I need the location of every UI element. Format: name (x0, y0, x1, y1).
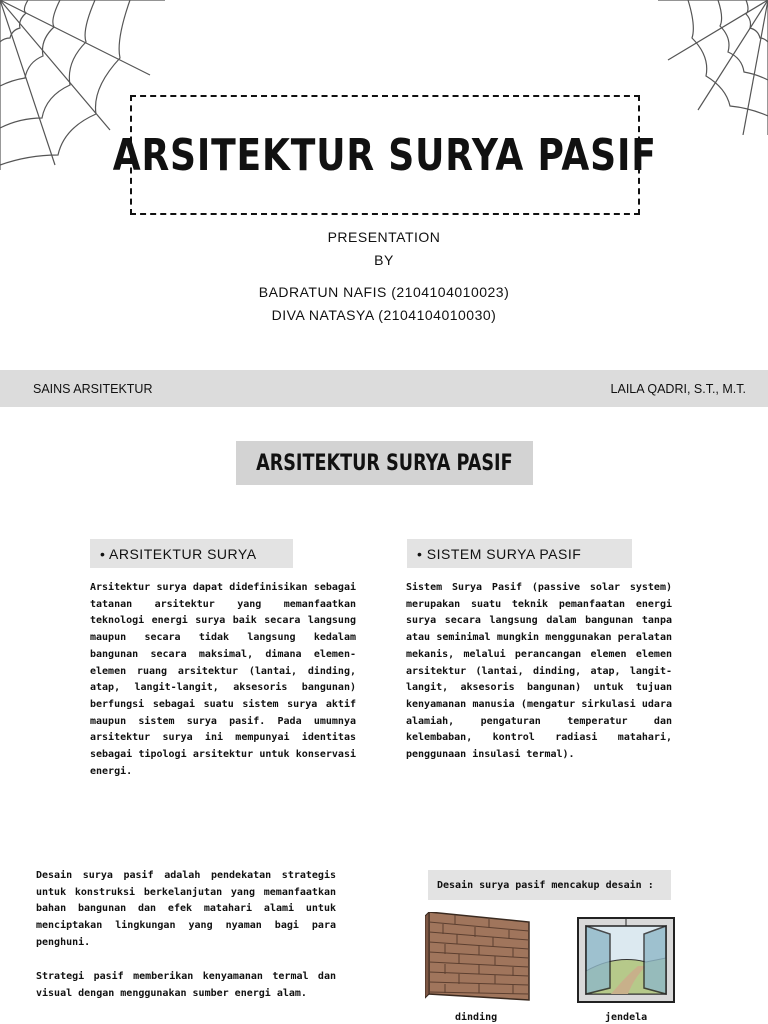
wall-label: dinding (455, 1012, 498, 1023)
lecturer-name: LAILA QADRI, S.T., M.T. (610, 381, 746, 396)
spider-web-right-icon (658, 0, 768, 135)
section-title-box (236, 441, 533, 485)
presentation-by: BY (374, 252, 394, 268)
desain-surya-pasif-text: Desain surya pasif adalah pendekatan strategis untuk konstruksi berkelanjutan yang memanfaatkan bahan bangunan dan efek matahari alami untuk menciptakan lingkungan yang nyaman bagi para penghuni. (36, 870, 336, 948)
design-includes-tag: Desain surya pasif mencakup desain : (428, 870, 671, 900)
section-title: ARSITEKTUR SURYA PASIF (256, 450, 513, 476)
window-icon (576, 916, 676, 1004)
info-band (0, 370, 768, 407)
author-1: BADRATUN NAFIS (2104104010023) (258, 284, 510, 300)
sistem-surya-pasif-text: Sistem Surya Pasif (passive solar system) merupakan suatu teknik pemanfaatan energi surya secara langsung dalam bangunan tanpa atau seminimal mungkin menggunakan peralatan mekanis, melalui perancangan elemen elemen arsitektur (lantai, dinding, atap, langit-langit, aksesoris bangunan) untuk tujuan kenyamanan manusia (mengatur sirkulasi udara alamiah, pengaturan temperatur dan kelembaban, kontrol radiasi matahari, penggunaan insulasi termal). (406, 582, 672, 761)
author-2: DIVA NATASYA (2104104010030) (271, 307, 497, 323)
course-name: SAINS ARSITEKTUR (33, 381, 153, 396)
title-box (113, 95, 657, 215)
brick-wall-icon (425, 912, 531, 1002)
arsitektur-surya-heading: • ARSITEKTUR SURYA (90, 539, 293, 568)
arsitektur-surya-text: Arsitektur surya dapat didefinisikan sebagai tatanan arsitektur yang memanfaatkan teknologi energi surya baik secara langsung maupun secara tidak langsung kedalam bangunan secara maksimal, dimana elemen-elemen ruang arsitektur (lantai, dinding, atap, langit-langit, aksesoris bangunan) berfungsi sebagai suatu sistem surya aktif maupun sistem surya pasif. Pada umumnya arsitektur surya ini mempunyai identitas sebagai tipologi arsitektur untuk konservasi energi. (90, 582, 356, 777)
sistem-surya-pasif-heading: • SISTEM SURYA PASIF (407, 539, 632, 568)
presentation-label: PRESENTATION (327, 229, 441, 245)
strategi-pasif-text: Strategi pasif memberikan kenyamanan termal dan visual dengan menggunakan sumber energi alam. (36, 971, 336, 999)
presentation-title: ARSITEKTUR SURYA PASIF (113, 129, 657, 181)
window-label: jendela (605, 1012, 648, 1023)
